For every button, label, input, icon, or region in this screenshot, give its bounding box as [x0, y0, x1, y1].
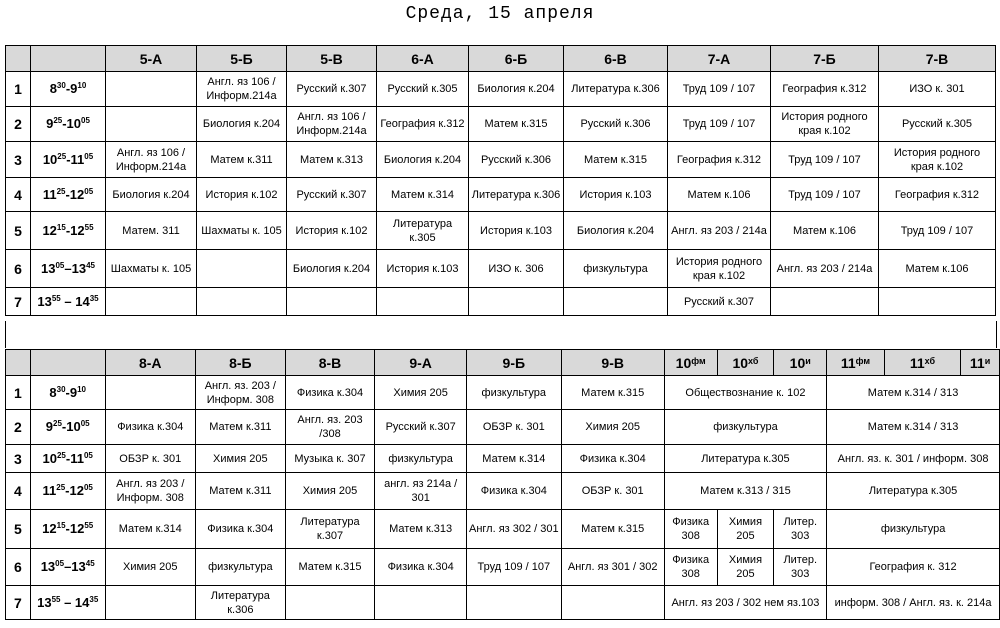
page-title: Среда, 15 апреля: [405, 4, 595, 24]
lesson-cell-grade11-merged: Матем к.314 / 313: [827, 410, 1000, 445]
table-row: [6, 288, 996, 316]
lesson-cell: Матем к.314: [105, 510, 195, 549]
lesson-cell: Биология к.204: [106, 178, 197, 212]
lesson-cell: Химия 205: [375, 376, 467, 410]
lesson-cell: Русский к.305: [879, 107, 996, 142]
lesson-time: $13^{55} - 14^{35}$: [31, 288, 106, 316]
lesson-cell: [197, 250, 287, 288]
lesson-cell: Музыка к. 307: [285, 445, 375, 473]
lesson-cell: Матем к.106: [668, 178, 771, 212]
corner-cell: [6, 350, 31, 376]
lesson-number: 6: [6, 250, 31, 288]
lesson-cell: Биология к.204: [197, 107, 287, 142]
lesson-cell: [466, 586, 561, 620]
lesson-cell: История родного края к.102: [771, 107, 879, 142]
lesson-cell: [561, 586, 664, 620]
table-row: [6, 72, 996, 107]
lesson-number: 2: [6, 107, 31, 142]
lesson-cell: География к.312: [879, 178, 996, 212]
lesson-time: $12^{15}-12^{55}$: [30, 510, 105, 549]
lesson-cell: [469, 288, 564, 316]
table-row: [6, 473, 1000, 510]
lesson-number: 6: [6, 549, 31, 586]
lesson-cell: Физика к.304: [195, 510, 285, 549]
lesson-time: $10^{25}-11^{05}$: [31, 142, 106, 178]
lesson-number: 3: [6, 445, 31, 473]
lesson-cell: Биология к.204: [564, 212, 668, 250]
lesson-cell: Матем к.106: [771, 212, 879, 250]
lesson-cell: ОБЗР к. 301: [466, 410, 561, 445]
table-row: [6, 586, 1000, 620]
lesson-number: 5: [6, 510, 31, 549]
lesson-cell-grade11-merged: Матем к.314 / 313: [827, 376, 1000, 410]
lesson-cell: Труд 109 / 107: [668, 107, 771, 142]
lesson-cell-grade10-merged: Обществознание к. 102: [664, 376, 826, 410]
lesson-cell-grade10: Химия 205: [717, 510, 774, 549]
lesson-cell: Матем к.315: [564, 142, 668, 178]
lesson-cell: Шахматы к. 105: [106, 250, 197, 288]
class-header: $10^и$: [774, 350, 827, 376]
lesson-cell: [287, 288, 377, 316]
lesson-time: $12^{15}-12^{55}$: [31, 212, 106, 250]
lesson-cell: физкультура: [375, 445, 467, 473]
class-header: $10^{фм}$: [664, 350, 717, 376]
schedule-table-grades-5-7: [5, 45, 996, 316]
lesson-cell: англ. яз 214а / 301: [375, 473, 467, 510]
class-header: 9-В: [561, 350, 664, 376]
lesson-cell: Матем к.315: [285, 549, 375, 586]
lesson-cell: Литература к.307: [285, 510, 375, 549]
lesson-cell: История к.103: [469, 212, 564, 250]
lesson-cell-grade10-merged: Англ. яз 203 / 302 нем яз.103: [664, 586, 826, 620]
lesson-cell: ИЗО к. 301: [879, 72, 996, 107]
lesson-cell: Литература к.306: [469, 178, 564, 212]
lesson-cell: Русский к.307: [287, 178, 377, 212]
class-header: 6-А: [377, 46, 469, 72]
lesson-cell: Матем к.314: [377, 178, 469, 212]
lesson-cell: Биология к.204: [287, 250, 377, 288]
lesson-time: $8^{30}-9^{10}$: [31, 72, 106, 107]
lesson-cell: Матем к.315: [561, 376, 664, 410]
lesson-cell: Химия 205: [285, 473, 375, 510]
table-row: [6, 445, 1000, 473]
header-row: [6, 350, 1000, 376]
lesson-number: 2: [6, 410, 31, 445]
lesson-cell: Матем к.315: [469, 107, 564, 142]
lesson-cell: Труд 109 / 107: [466, 549, 561, 586]
lesson-cell: Русский к.307: [287, 72, 377, 107]
lesson-cell: Матем к.311: [197, 142, 287, 178]
lesson-cell-grade11-merged: География к. 312: [827, 549, 1000, 586]
lesson-time: $9^{25}-10^{05}$: [30, 410, 105, 445]
lesson-cell: [375, 586, 467, 620]
lesson-cell: Труд 109 / 107: [879, 212, 996, 250]
class-header: 6-Б: [469, 46, 564, 72]
lesson-cell: [106, 288, 197, 316]
lesson-cell: Русский к.307: [668, 288, 771, 316]
class-header: 8-Б: [195, 350, 285, 376]
lesson-cell: География к.312: [377, 107, 469, 142]
class-header: 5-А: [106, 46, 197, 72]
table-row: [6, 510, 1000, 549]
lesson-cell-grade10-merged: физкультура: [664, 410, 826, 445]
lesson-cell: История к.102: [287, 212, 377, 250]
lesson-cell: [771, 288, 879, 316]
table-row: [6, 549, 1000, 586]
lesson-cell: Русский к.306: [564, 107, 668, 142]
table-row: [6, 178, 996, 212]
lesson-cell: Матем к.313: [375, 510, 467, 549]
lesson-cell: Труд 109 / 107: [668, 72, 771, 107]
lesson-cell-grade11-merged: информ. 308 / Англ. яз. к. 214а: [827, 586, 1000, 620]
lesson-cell: История родного края к.102: [668, 250, 771, 288]
lesson-cell: Шахматы к. 105: [197, 212, 287, 250]
lesson-number: 7: [6, 586, 31, 620]
lesson-cell: [879, 288, 996, 316]
lesson-cell-grade10: Физика 308: [664, 549, 717, 586]
lesson-time: $13^{05}-13^{45}$: [30, 549, 105, 586]
lesson-cell: Англ. яз 106 / Информ.214а: [197, 72, 287, 107]
lesson-cell: Англ. яз. 203 / Информ. 308: [195, 376, 285, 410]
lesson-cell: [377, 288, 469, 316]
lesson-cell: Физика к.304: [561, 445, 664, 473]
class-header: $11^и$: [961, 350, 1000, 376]
corner-cell: [31, 46, 106, 72]
class-header: $11^{фм}$: [827, 350, 885, 376]
lesson-cell: История родного края к.102: [879, 142, 996, 178]
table-row: [6, 376, 1000, 410]
lesson-cell: Труд 109 / 107: [771, 178, 879, 212]
class-header: 9-Б: [466, 350, 561, 376]
lesson-cell: Физика к.304: [466, 473, 561, 510]
lesson-cell: Труд 109 / 107: [771, 142, 879, 178]
lesson-cell-grade11-merged: физкультура: [827, 510, 1000, 549]
lesson-cell: Физика к.304: [105, 410, 195, 445]
lesson-cell: Матем к.313: [287, 142, 377, 178]
lesson-cell: География к.312: [771, 72, 879, 107]
table-row: [6, 212, 996, 250]
lesson-cell-grade10: Физика 308: [664, 510, 717, 549]
class-header: 5-Б: [197, 46, 287, 72]
lesson-cell: История к.103: [564, 178, 668, 212]
lesson-cell: Русский к.306: [469, 142, 564, 178]
lesson-cell-grade11-merged: Литература к.305: [827, 473, 1000, 510]
lesson-number: 1: [6, 72, 31, 107]
lesson-cell: Химия 205: [561, 410, 664, 445]
lesson-number: 3: [6, 142, 31, 178]
lesson-time: $9^{25}-10^{05}$: [31, 107, 106, 142]
lesson-cell: физкультура: [466, 376, 561, 410]
lesson-cell: Матем. 311: [106, 212, 197, 250]
header-row: [6, 46, 996, 72]
class-header: 5-В: [287, 46, 377, 72]
lesson-cell: физкультура: [564, 250, 668, 288]
class-header: 8-В: [285, 350, 375, 376]
class-header: 8-А: [105, 350, 195, 376]
lesson-cell: Матем к.315: [561, 510, 664, 549]
lesson-cell: [105, 376, 195, 410]
lesson-cell: ИЗО к. 306: [469, 250, 564, 288]
lesson-cell: [106, 107, 197, 142]
lesson-cell: Матем к.311: [195, 473, 285, 510]
class-header: 7-А: [668, 46, 771, 72]
lesson-cell: Литература к.305: [377, 212, 469, 250]
class-header: 7-В: [879, 46, 996, 72]
table-row: [6, 142, 996, 178]
lesson-cell: Англ. яз 301 / 302: [561, 549, 664, 586]
lesson-cell: Физика к.304: [375, 549, 467, 586]
table-row: [6, 250, 996, 288]
lesson-time: $8^{30}-9^{10}$: [30, 376, 105, 410]
lesson-cell: Англ. яз 203 / 214а: [668, 212, 771, 250]
lesson-cell: физкультура: [195, 549, 285, 586]
lesson-time: $10^{25}-11^{05}$: [30, 445, 105, 473]
lesson-cell: Химия 205: [195, 445, 285, 473]
lesson-cell: Биология к.204: [469, 72, 564, 107]
lesson-time: $13^{55} - 14^{35}$: [30, 586, 105, 620]
lesson-cell: [106, 72, 197, 107]
table-row: [6, 410, 1000, 445]
lesson-cell: Биология к.204: [377, 142, 469, 178]
lesson-cell: Англ. яз 106 / Информ.214а: [287, 107, 377, 142]
lesson-cell: [105, 586, 195, 620]
lesson-cell: Англ. яз 203 / 214а: [771, 250, 879, 288]
lesson-cell: Физика к.304: [285, 376, 375, 410]
lesson-cell: Литература к.306: [564, 72, 668, 107]
lesson-cell-grade10: Химия 205: [717, 549, 774, 586]
lesson-cell: Литература к.306: [195, 586, 285, 620]
lesson-cell: Англ. яз 106 / Информ.214а: [106, 142, 197, 178]
lesson-cell: Англ. яз 203 / Информ. 308: [105, 473, 195, 510]
lesson-cell-grade10-merged: Литература к.305: [664, 445, 826, 473]
lesson-cell-grade10: Литер. 303: [774, 510, 827, 549]
lesson-cell-grade11-merged: Англ. яз. к. 301 / информ. 308: [827, 445, 1000, 473]
lesson-number: 4: [6, 178, 31, 212]
lesson-cell: [285, 586, 375, 620]
lesson-cell: Русский к.305: [377, 72, 469, 107]
table-row: [6, 107, 996, 142]
lesson-cell: Англ. яз. 203 /308: [285, 410, 375, 445]
class-header: $11^{хб}$: [884, 350, 960, 376]
lesson-cell: Матем к.314: [466, 445, 561, 473]
table-gap: [5, 321, 997, 348]
lesson-number: 1: [6, 376, 31, 410]
lesson-cell-grade10: Литер. 303: [774, 549, 827, 586]
lesson-cell: [197, 288, 287, 316]
lesson-cell: История к.102: [197, 178, 287, 212]
lesson-cell: История к.103: [377, 250, 469, 288]
corner-cell: [30, 350, 105, 376]
corner-cell: [6, 46, 31, 72]
lesson-cell: [564, 288, 668, 316]
class-header: 6-В: [564, 46, 668, 72]
lesson-time: $13^{05}-13^{45}$: [31, 250, 106, 288]
lesson-cell-grade10-merged: Матем к.313 / 315: [664, 473, 826, 510]
lesson-number: 4: [6, 473, 31, 510]
class-header: 7-Б: [771, 46, 879, 72]
lesson-cell: Химия 205: [105, 549, 195, 586]
lesson-time: $11^{25}-12^{05}$: [31, 178, 106, 212]
class-header: 9-А: [375, 350, 467, 376]
lesson-time: $11^{25}-12^{05}$: [30, 473, 105, 510]
lesson-cell: ОБЗР к. 301: [105, 445, 195, 473]
lesson-number: 7: [6, 288, 31, 316]
schedule-table-grades-8-11: [5, 349, 1000, 620]
lesson-cell: Матем к.311: [195, 410, 285, 445]
lesson-cell: Англ. яз 302 / 301: [466, 510, 561, 549]
lesson-cell: ОБЗР к. 301: [561, 473, 664, 510]
lesson-cell: Русский к.307: [375, 410, 467, 445]
class-header: $10^{хб}$: [717, 350, 774, 376]
lesson-cell: Матем к.106: [879, 250, 996, 288]
lesson-cell: География к.312: [668, 142, 771, 178]
lesson-number: 5: [6, 212, 31, 250]
